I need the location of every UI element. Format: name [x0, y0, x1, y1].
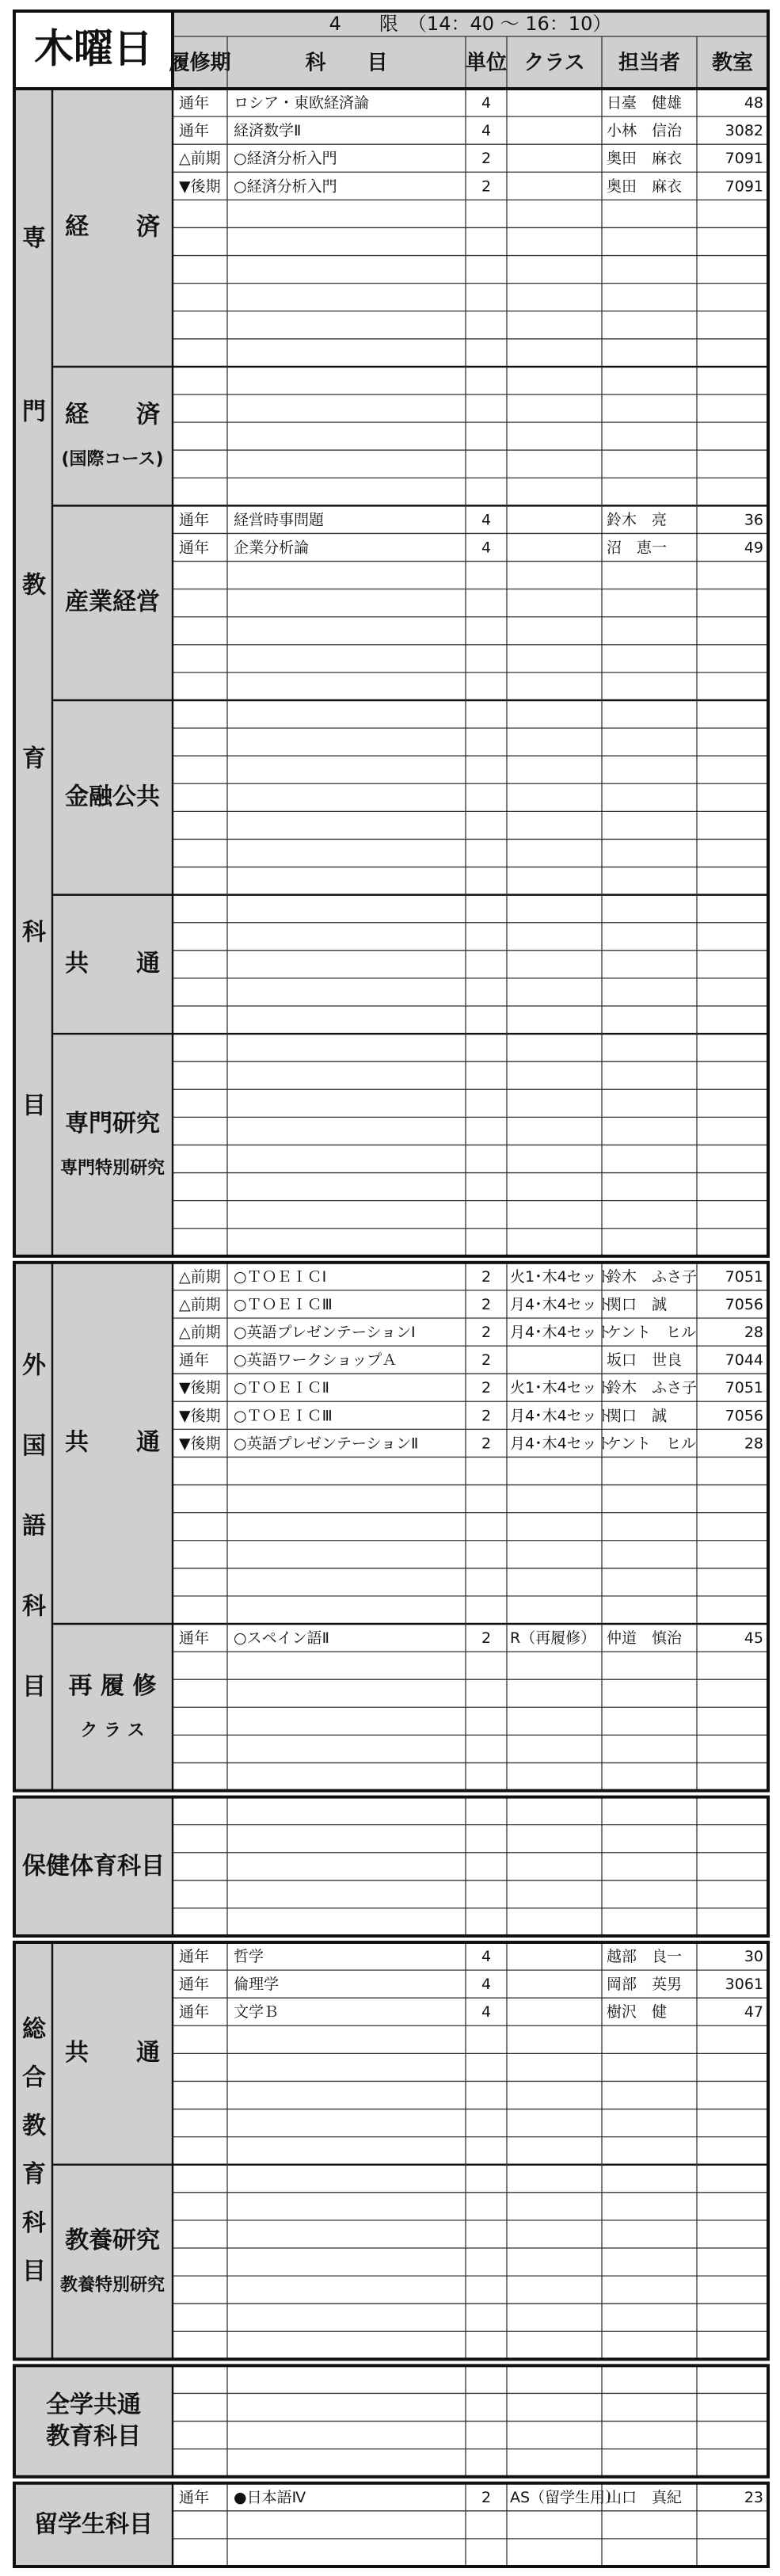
class-cell: AS（留学生用）: [510, 2488, 621, 2506]
subject-cell: ○経済分析入門: [234, 177, 337, 196]
teacher-cell: ケント ヒル: [607, 1435, 697, 1453]
section-label: 留学生科目: [34, 2509, 153, 2538]
group-label-cell: [52, 367, 173, 505]
term-cell: 通年: [179, 94, 210, 112]
room-cell: 7051: [725, 1267, 763, 1286]
group-label-cell: [52, 1034, 173, 1256]
group-label: 経 済: [65, 212, 160, 241]
credits-cell: 2: [481, 1351, 492, 1370]
term-cell: △前期: [179, 1267, 221, 1286]
teacher-cell: 小林 信治: [607, 122, 683, 140]
class-cell: 月4･木4セット: [510, 1295, 612, 1313]
column-header: 履修期: [169, 51, 231, 75]
teacher-cell: 関口 誠: [607, 1407, 668, 1425]
teacher-cell: 山口 真紀: [607, 2488, 683, 2506]
group-label: 教養研究: [65, 2227, 160, 2255]
teacher-cell: 鈴木 ふさ子: [607, 1379, 698, 1397]
teacher-cell: 仲道 慎治: [607, 1629, 683, 1648]
term-cell: △前期: [179, 1295, 221, 1313]
credits-cell: 4: [481, 2003, 492, 2022]
column-header: 単位: [465, 51, 508, 75]
group-label: 共 通: [65, 2038, 160, 2067]
column-header: クラス: [523, 51, 585, 75]
credits-cell: 4: [481, 1976, 492, 1994]
class-cell: R（再履修）: [510, 1629, 596, 1648]
room-cell: 7044: [725, 1351, 763, 1370]
term-cell: 通年: [179, 1629, 210, 1648]
term-cell: 通年: [179, 1976, 210, 1994]
column-header: 担当者: [618, 51, 681, 75]
credits-cell: 4: [481, 94, 492, 112]
credits-cell: 2: [481, 1435, 492, 1453]
section-label: 外国語科目: [22, 1351, 46, 1701]
credits-cell: 2: [481, 1295, 492, 1313]
group-label: 再 履 修: [68, 1671, 157, 1700]
credits-cell: 2: [481, 1267, 492, 1286]
credits-cell: 2: [481, 1629, 492, 1648]
subject-cell: ○英語プレゼンテーションⅡ: [234, 1435, 419, 1453]
group-label: 産業経営: [65, 588, 160, 616]
teacher-cell: 鈴木 亮: [607, 511, 668, 529]
group-label-cell: [52, 1624, 173, 1791]
room-cell: 45: [744, 1629, 763, 1648]
group-sublabel: 教養特別研究: [59, 2275, 166, 2296]
teacher-cell: 鈴木 ふさ子: [607, 1267, 698, 1286]
term-cell: 通年: [179, 2003, 210, 2022]
teacher-cell: 沼 恵一: [607, 539, 668, 557]
term-cell: △前期: [179, 1324, 221, 1342]
column-header: 教室: [711, 51, 754, 75]
teacher-cell: 岡部 英男: [607, 1976, 683, 1994]
room-cell: 7091: [725, 150, 763, 168]
teacher-cell: 奥田 麻衣: [607, 177, 683, 196]
term-cell: 通年: [179, 1948, 210, 1966]
term-cell: ▼後期: [179, 177, 221, 196]
room-cell: 28: [744, 1435, 763, 1453]
room-cell: 7056: [725, 1407, 763, 1425]
class-cell: 火1･木4セット: [510, 1379, 612, 1397]
teacher-cell: 関口 誠: [607, 1295, 668, 1313]
section-label-cell: [14, 89, 52, 1256]
subject-cell: ○ＴＯＥＩＣⅢ: [234, 1407, 333, 1425]
section-label: 全学共通教育科目: [46, 2391, 141, 2451]
credits-cell: 2: [481, 1407, 492, 1425]
credits-cell: 2: [481, 2488, 492, 2506]
credits-cell: 4: [481, 511, 492, 529]
credits-cell: 4: [481, 539, 492, 557]
group-label: 共 通: [65, 949, 160, 977]
subject-cell: ロシア・東欧経済論: [234, 94, 370, 112]
group-label: 専門研究: [65, 1109, 160, 1137]
column-header: 科 目: [305, 51, 388, 75]
teacher-cell: ケント ヒル: [607, 1324, 697, 1342]
section-label-cell: [14, 1942, 52, 2359]
room-cell: 23: [744, 2488, 763, 2506]
credits-cell: 2: [481, 150, 492, 168]
term-cell: 通年: [179, 1351, 210, 1370]
subject-cell: ○ＴＯＥＩＣⅡ: [234, 1379, 329, 1397]
teacher-cell: 坂口 世良: [607, 1351, 683, 1370]
group-label-cell: [52, 2165, 173, 2360]
subject-cell: 倫理学: [234, 1976, 280, 1994]
section-label: 専門教育科目: [22, 223, 46, 1119]
section-label: 保健体育科目: [22, 1851, 165, 1880]
term-cell: 通年: [179, 511, 210, 529]
group-label: 共 通: [65, 1428, 160, 1457]
credits-cell: 2: [481, 1379, 492, 1397]
subject-cell: ○英語プレゼンテーションⅠ: [234, 1324, 416, 1342]
credits-cell: 2: [481, 177, 492, 196]
subject-cell: 経済数学Ⅱ: [234, 122, 302, 140]
class-cell: 月4･木4セット: [510, 1435, 612, 1453]
room-cell: 28: [744, 1324, 763, 1342]
term-cell: ▼後期: [179, 1379, 221, 1397]
credits-cell: 4: [481, 1948, 492, 1966]
room-cell: 36: [744, 511, 763, 529]
day-title: 木曜日: [34, 25, 153, 72]
term-cell: 通年: [179, 539, 210, 557]
subject-cell: 経営時事問題: [234, 511, 325, 529]
group-sublabel: ク ラ ス: [80, 1721, 145, 1741]
room-cell: 30: [744, 1948, 763, 1966]
room-cell: 3061: [725, 1976, 763, 1994]
group-sublabel: (国際コース): [61, 449, 164, 470]
subject-cell: 企業分析論: [234, 539, 310, 557]
teacher-cell: 日臺 健雄: [607, 94, 683, 112]
room-cell: 47: [744, 2003, 763, 2022]
section-label-cell: [14, 2365, 173, 2476]
term-cell: △前期: [179, 150, 221, 168]
class-cell: 火1･木4セット: [510, 1267, 612, 1286]
room-cell: 7051: [725, 1379, 763, 1397]
period-label: 4 限 （14：40 ～ 16：10）: [329, 13, 612, 35]
subject-cell: ○英語ワークショップＡ: [234, 1351, 398, 1370]
teacher-cell: 樹沢 健: [607, 2003, 668, 2022]
class-cell: 月4･木4セット: [510, 1407, 612, 1425]
term-cell: 通年: [179, 2488, 210, 2506]
subject-cell: ○スペイン語Ⅱ: [234, 1629, 329, 1648]
teacher-cell: 奥田 麻衣: [607, 150, 683, 168]
section-label: 総合教育科目: [22, 2015, 46, 2285]
room-cell: 7056: [725, 1295, 763, 1313]
teacher-cell: 越部 良一: [607, 1948, 683, 1966]
term-cell: ▼後期: [179, 1407, 221, 1425]
room-cell: 48: [744, 94, 763, 112]
room-cell: 49: [744, 539, 763, 557]
group-sublabel: 専門特別研究: [59, 1158, 166, 1179]
subject-cell: ●日本語Ⅳ: [234, 2488, 306, 2506]
room-cell: 3082: [725, 122, 763, 140]
class-cell: 月4･木4セット: [510, 1324, 612, 1342]
room-cell: 7091: [725, 177, 763, 196]
credits-cell: 2: [481, 1324, 492, 1342]
term-cell: 通年: [179, 122, 210, 140]
credits-cell: 4: [481, 122, 492, 140]
term-cell: ▼後期: [179, 1435, 221, 1453]
subject-cell: ○ＴＯＥＩＣⅢ: [234, 1295, 333, 1313]
group-label: 経 済: [65, 401, 160, 429]
subject-cell: ○ＴＯＥＩＣⅠ: [234, 1267, 327, 1286]
subject-cell: 文学Ｂ: [234, 2003, 280, 2022]
subject-cell: 哲学: [234, 1948, 264, 1966]
group-label: 金融公共: [65, 783, 160, 811]
subject-cell: ○経済分析入門: [234, 150, 337, 168]
